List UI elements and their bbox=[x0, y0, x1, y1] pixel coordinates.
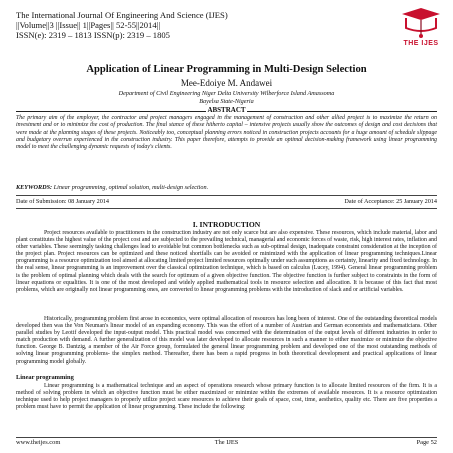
affiliation-line: Bayelsa State-Nigeria bbox=[199, 97, 254, 105]
journal-name: The International Journal Of Engineering And Science (IJES) bbox=[16, 10, 228, 20]
acceptance-date: Date of Acceptance: 25 January 2014 bbox=[344, 198, 437, 205]
keywords-text: Linear programming, optimal solution, multi-design selection. bbox=[53, 184, 209, 191]
keywords-label: KEYWORDS: bbox=[16, 184, 53, 191]
logo-text: THE IJES bbox=[403, 40, 439, 47]
journal-volume: ||Volume||3 ||Issue|| 1||Pages|| 52-55||2014|| bbox=[16, 20, 161, 30]
abstract-text: The primary aim of the employer, the contractor and project managers engaged in the management of construction and other allied project is to maximize the return on investment and or to minimize the cost of production. The final stance of these hitherto capital – intensive projects usually show the outcomes of design and cost decisions that were made at the planning stages of these projects. Noticeably too, conceptual planning errors noticed in construction projects accounts for a huge amount of schedule slippage and budgetary overrun experienced in the construction industry. This paper therefore, attempts to provide an optimal decision-making framework using linear programming model to meet the challenging dynamic requests of today's clients. bbox=[16, 115, 437, 151]
affiliation-line: Department of Civil Engineering Niger Delta University Wilberforce Island Amassoma bbox=[118, 90, 335, 97]
journal-header bbox=[16, 10, 376, 40]
body-paragraph: Historically, programming problem first arose in economics, were optimal allocation of resources has long been of interest. One of the outstanding theoretical models developed then was the Von Neuman's linear model of an expanding economy. This was the effort of a number of Austrian and German economists and mathematicians. Other parallel studies by Leotif developed the input-output model. This practical model was concerned with the determination of the output levels of different industries in order to match production with demand. A further generalization of this model was later developed to allocate resources in such a manner to either maximize or minimize the objective function. George B. Dantzig, a member of the Air Force group, formulated the general linear programming problem and developed one of the most outstanding methods of solving linear programming problems- the simplex method. Thereafter, there has been a rapid progress in both theoretical development and practical applications of linear programming model globally. bbox=[16, 316, 437, 365]
footer-journal: The IJES bbox=[214, 439, 239, 446]
footer-rule bbox=[16, 437, 437, 438]
page-footer bbox=[16, 439, 437, 449]
abstract-heading bbox=[0, 106, 453, 114]
body-paragraph: Project resources available to practitioners in the construction industry are not only scarce but are also expensive. These resources, which include material, labor and plant constitutes the highest value of the project cost and are subjected to the prevailing technical, managerial and economic forces of waste, risk, high interest rates, inflation and other variables. These seemingly tasking challenges lead to avoidable but common bottlenecks such as sub-optimal design, inadequate constraint consideration at the inception of the project plan. Project resources can be optimized and these noticed shortfalls can be avoided or minimized with the application of linear programming techniques.Linear programming is a resource optimization tool aimed at allocating limited project limited resources optimally under such assumptions as certainty, linearity and fixed technology. In the real sense, linear programming is an improvement over the classical optimization technique, which is based on calculus (Lucey, 1994). General linear programming problem is the problem of optimal planning which deals with the search for optimum of a given objective function. The objective function is further subject to constraints in the form of linear equations or equalities. It is one of the most developed and widely applied mathematical tools in resource selection and allocation. It is because of this fact that most problems, which are originally not linear programming ones, are converted to linear programming problems with the introduction of slack and or artificial variables. bbox=[16, 230, 437, 293]
section-heading: I. INTRODUCTION bbox=[192, 220, 261, 229]
submission-date: Date of Submission: 08 January 2014 bbox=[16, 198, 109, 205]
page-number: Page 52 bbox=[416, 439, 437, 446]
abstract-heading-text: ABSTRACT bbox=[207, 106, 246, 114]
paper-author: Mee-Edoiye M. Andawei bbox=[180, 78, 273, 88]
keywords bbox=[16, 184, 437, 191]
author-affiliation bbox=[0, 90, 453, 105]
paper-title: Application of Linear Programming in Multi-Design Selection bbox=[86, 64, 367, 75]
subsection-heading: Linear programming bbox=[16, 374, 74, 381]
journal-issn: ISSN(e): 2319 – 1813 ISSN(p): 2319 – 1805 bbox=[16, 30, 170, 40]
footer-website[interactable]: www.theijes.com bbox=[16, 439, 61, 446]
divider bbox=[16, 208, 437, 209]
body-paragraph: Linear programming is a mathematical technique and an aspect of operations research whose primary function is to allocate limited resources of the firm. It is a method of solving problem in which an objective function must be either maximized or minimize within the extremes of available resources. It is a resource optimization technique used to help project managers to properly utilize project scare resources to achieve their goals of space, cost, time, aesthetics, quality etc. There are five properties a problem must have to permit the application of linear programming. These include the following: bbox=[16, 383, 437, 411]
divider bbox=[16, 195, 437, 196]
